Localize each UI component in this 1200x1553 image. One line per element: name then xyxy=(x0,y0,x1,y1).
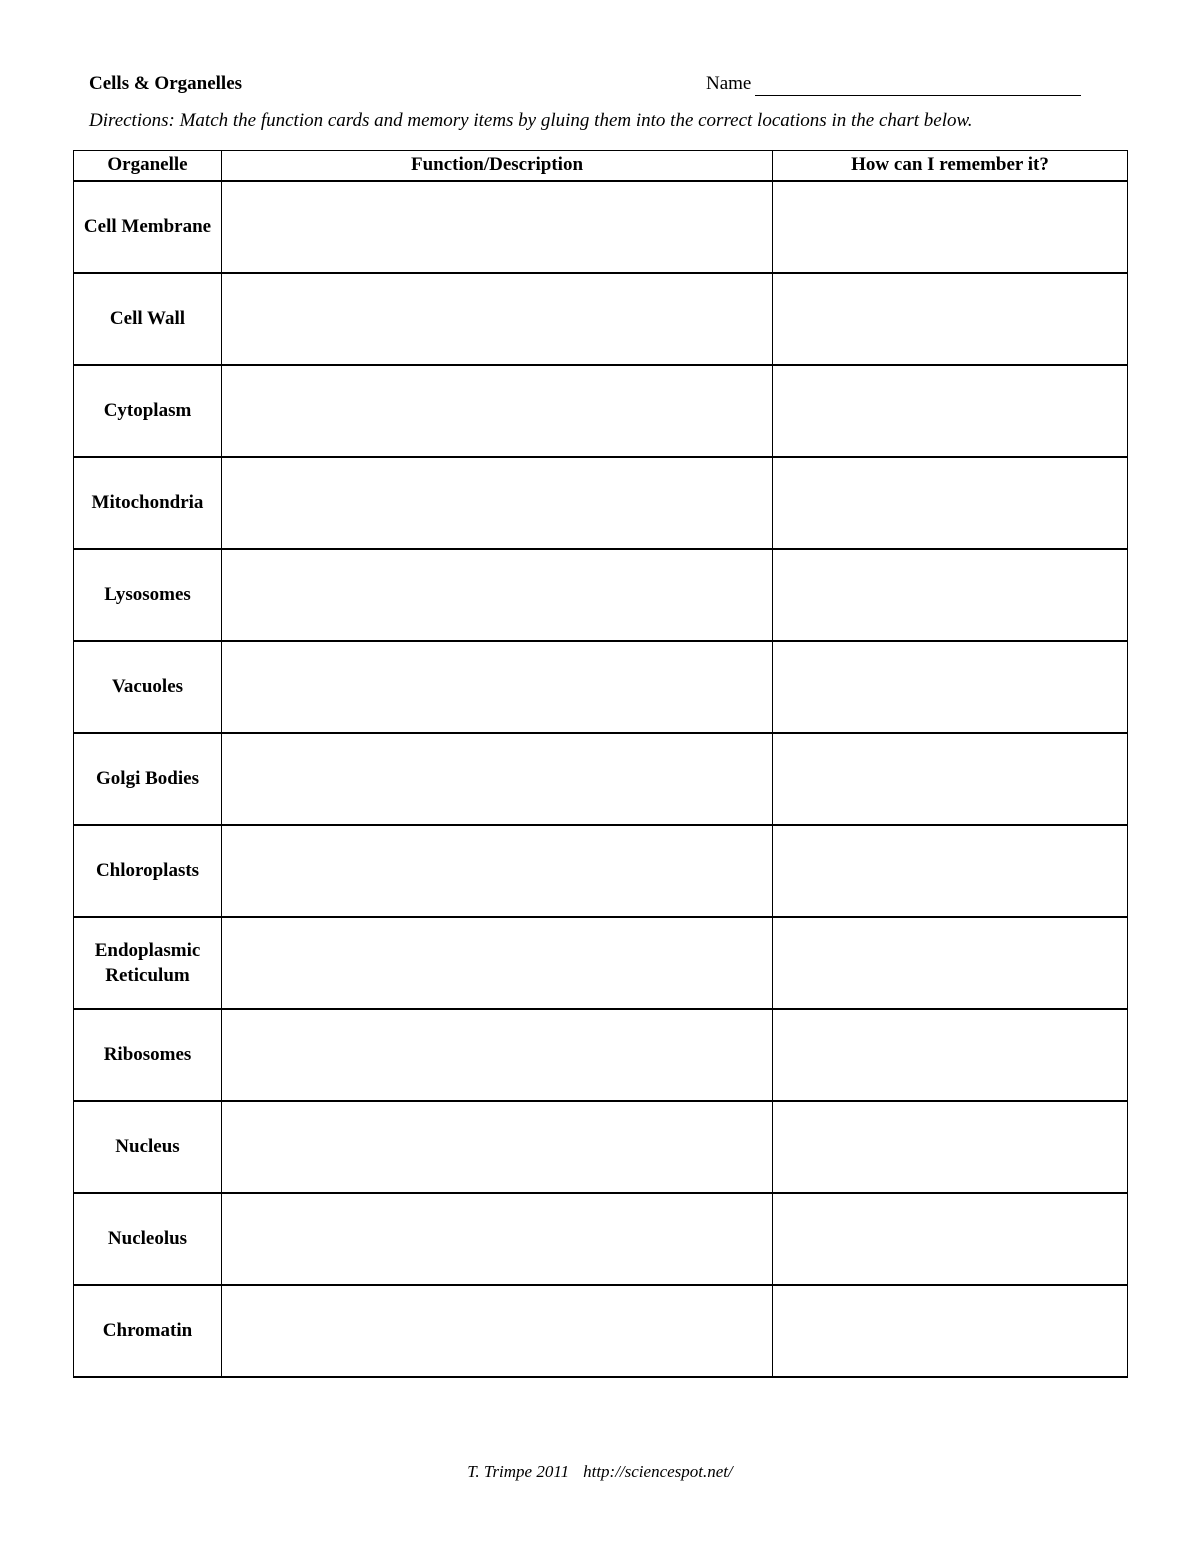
function-cell[interactable] xyxy=(222,825,773,917)
organelle-name: Nucleolus xyxy=(74,1193,222,1285)
organelle-name: Endoplasmic Reticulum xyxy=(74,917,222,1009)
organelle-name: Vacuoles xyxy=(74,641,222,733)
table-row xyxy=(74,457,1128,549)
function-cell[interactable] xyxy=(222,1009,773,1101)
function-cell[interactable] xyxy=(222,273,773,365)
function-cell[interactable] xyxy=(222,549,773,641)
function-cell[interactable] xyxy=(222,1101,773,1193)
memory-cell[interactable] xyxy=(773,273,1128,365)
memory-cell[interactable] xyxy=(773,917,1128,1009)
function-cell[interactable] xyxy=(222,733,773,825)
column-header-memory: How can I remember it? xyxy=(773,151,1128,181)
table-row xyxy=(74,1009,1128,1101)
function-cell[interactable] xyxy=(222,1193,773,1285)
function-cell[interactable] xyxy=(222,1285,773,1377)
footer-url: http://sciencespot.net/ xyxy=(583,1462,733,1481)
function-cell[interactable] xyxy=(222,457,773,549)
memory-cell[interactable] xyxy=(773,1193,1128,1285)
memory-cell[interactable] xyxy=(773,457,1128,549)
name-field-group xyxy=(706,72,1081,96)
memory-cell[interactable] xyxy=(773,181,1128,273)
organelle-name: Chloroplasts xyxy=(74,825,222,917)
column-header-function: Function/Description xyxy=(222,151,773,181)
memory-cell[interactable] xyxy=(773,641,1128,733)
organelle-name: Cytoplasm xyxy=(74,365,222,457)
name-label: Name xyxy=(706,73,752,94)
organelle-name: Mitochondria xyxy=(74,457,222,549)
memory-cell[interactable] xyxy=(773,733,1128,825)
organelle-name: Lysosomes xyxy=(74,549,222,641)
directions-text: Directions: Match the function cards and memory items by gluing them into the correct locations in the chart below. xyxy=(89,110,973,131)
table-row xyxy=(74,641,1128,733)
organelle-name: Nucleus xyxy=(74,1101,222,1193)
organelle-name: Cell Membrane xyxy=(74,181,222,273)
table-row xyxy=(74,1101,1128,1193)
table-row xyxy=(74,825,1128,917)
page-title: Cells & Organelles xyxy=(89,73,243,94)
memory-cell[interactable] xyxy=(773,365,1128,457)
footer-author: T. Trimpe 2011 xyxy=(467,1462,570,1481)
function-cell[interactable] xyxy=(222,365,773,457)
table-row xyxy=(74,181,1128,273)
table-row xyxy=(74,917,1128,1009)
name-input-line[interactable] xyxy=(755,75,1081,96)
function-cell[interactable] xyxy=(222,917,773,1009)
memory-cell[interactable] xyxy=(773,1101,1128,1193)
table-row xyxy=(74,365,1128,457)
organelle-chart xyxy=(73,150,1128,1378)
organelle-name: Chromatin xyxy=(74,1285,222,1377)
organelle-name: Golgi Bodies xyxy=(74,733,222,825)
table-row xyxy=(74,1285,1128,1377)
memory-cell[interactable] xyxy=(773,825,1128,917)
table-row xyxy=(74,1193,1128,1285)
page-footer xyxy=(0,1461,1200,1483)
memory-cell[interactable] xyxy=(773,1009,1128,1101)
table-row xyxy=(74,733,1128,825)
table-row xyxy=(74,549,1128,641)
memory-cell[interactable] xyxy=(773,549,1128,641)
function-cell[interactable] xyxy=(222,181,773,273)
table-header-row xyxy=(74,151,1128,181)
table-row xyxy=(74,273,1128,365)
memory-cell[interactable] xyxy=(773,1285,1128,1377)
column-header-organelle: Organelle xyxy=(74,151,222,181)
organelle-name: Cell Wall xyxy=(74,273,222,365)
function-cell[interactable] xyxy=(222,641,773,733)
organelle-name: Ribosomes xyxy=(74,1009,222,1101)
